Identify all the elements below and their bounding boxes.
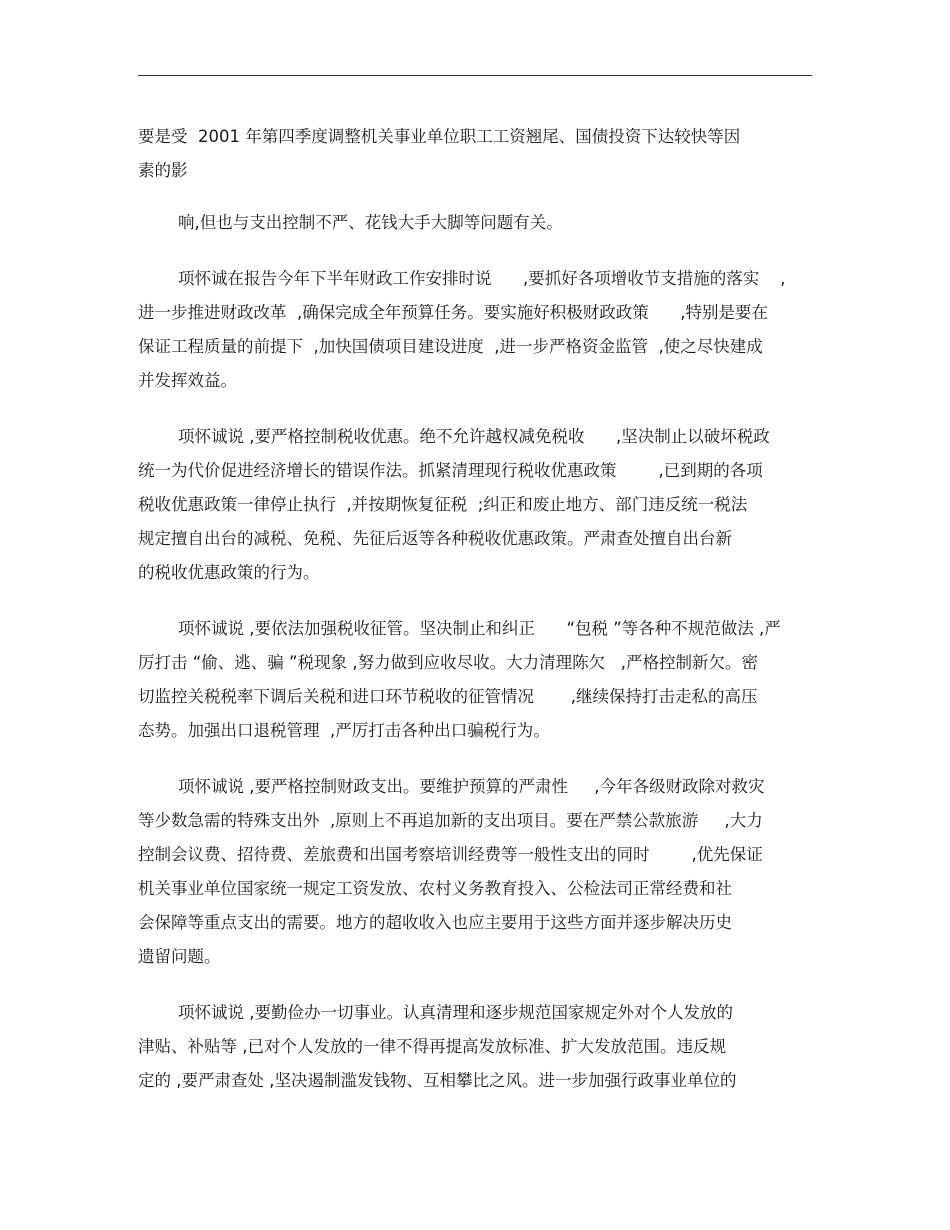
text-line: 态势。加强出口退税管理 ,严厉打击各种出口骗税行为。 — [138, 721, 550, 740]
text-line: 响,但也与支出控制不严、花钱大手大脚等问题有关。 — [178, 213, 563, 232]
text-line: 遗留问题。 — [138, 947, 221, 966]
text-line: 项怀诚说 ,要严格控制财政支出。要维护预算的严肃性 ,今年各级财政除对救灾 — [178, 777, 765, 796]
text-line: 定的 ,要严肃查处 ,坚决遏制滥发钱物、互相攀比之风。进一步加强行政事业单位的 — [138, 1071, 737, 1090]
text-line: 进一步推进财政改革 ,确保完成全年预算任务。要实施好积极财政政策 ,特别是要在 — [138, 303, 768, 322]
header-rule — [138, 75, 812, 76]
text-line: 控制会议费、招待费、差旅费和出国考察培训经费等一般性支出的同时 ,优先保证 — [138, 845, 763, 864]
text-line: 等少数急需的特殊支出外 ,原则上不再追加新的支出项目。要在严禁公款旅游 ,大力 — [138, 811, 763, 830]
text-line: 项怀诚在报告今年下半年财政工作安排时说 ,要抓好各项增收节支措施的落实 , — [178, 269, 786, 288]
text-line: 税收优惠政策一律停止执行 ,并按期恢复征税 ;纠正和废止地方、部门违反统一税法 — [138, 495, 748, 514]
text-line: 会保障等重点支出的需要。地方的超收收入也应主要用于这些方面并逐步解决历史 — [138, 913, 732, 932]
text-line: 项怀诚说 ,要勤俭办一切事业。认真清理和逐步规范国家规定外对个人发放的 — [178, 1003, 733, 1022]
text-line: 的税收优惠政策的行为。 — [138, 563, 320, 582]
text-line: 厉打击 “偷、逃、骗 ”税现象 ,努力做到应收尽收。大力清理陈欠 ,严格控制新欠。密 — [138, 653, 759, 672]
text-line: 机关事业单位国家统一规定工资发放、农村义务教育投入、公检法司正常经费和社 — [138, 879, 732, 898]
text-line: 项怀诚说 ,要依法加强税收征管。坚决制止和纠正 “包税 ”等各种不规范做法 ,严 — [178, 619, 781, 638]
text-line: 保证工程质量的前提下 ,加快国债项目建设进度 ,进一步严格资金监管 ,使之尽快建成 — [138, 337, 763, 356]
text-line: 素的影 — [138, 161, 188, 180]
text-line: 项怀诚说 ,要严格控制税收优惠。绝不允许越权减免税收 ,坚决制止以破坏税政 — [178, 427, 770, 446]
text-line: 规定擅自出台的减税、免税、先征后返等各种税收优惠政策。严肃查处擅自出台新 — [138, 529, 732, 548]
text-line: 切监控关税税率下调后关税和进口环节税收的征管情况 ,继续保持打击走私的高压 — [138, 687, 758, 706]
text-line: 统一为代价促进经济增长的错误作法。抓紧清理现行税收优惠政策 ,已到期的各项 — [138, 461, 763, 480]
text-line: 并发挥效益。 — [138, 371, 237, 390]
text-line: 津贴、补贴等 ,已对个人发放的一律不得再提高发放标准、扩大发放范围。违反规 — [138, 1037, 726, 1056]
text-line: 要是受 2001 年第四季度调整机关事业单位职工工资翘尾、国债投资下达较快等因 — [138, 127, 741, 146]
